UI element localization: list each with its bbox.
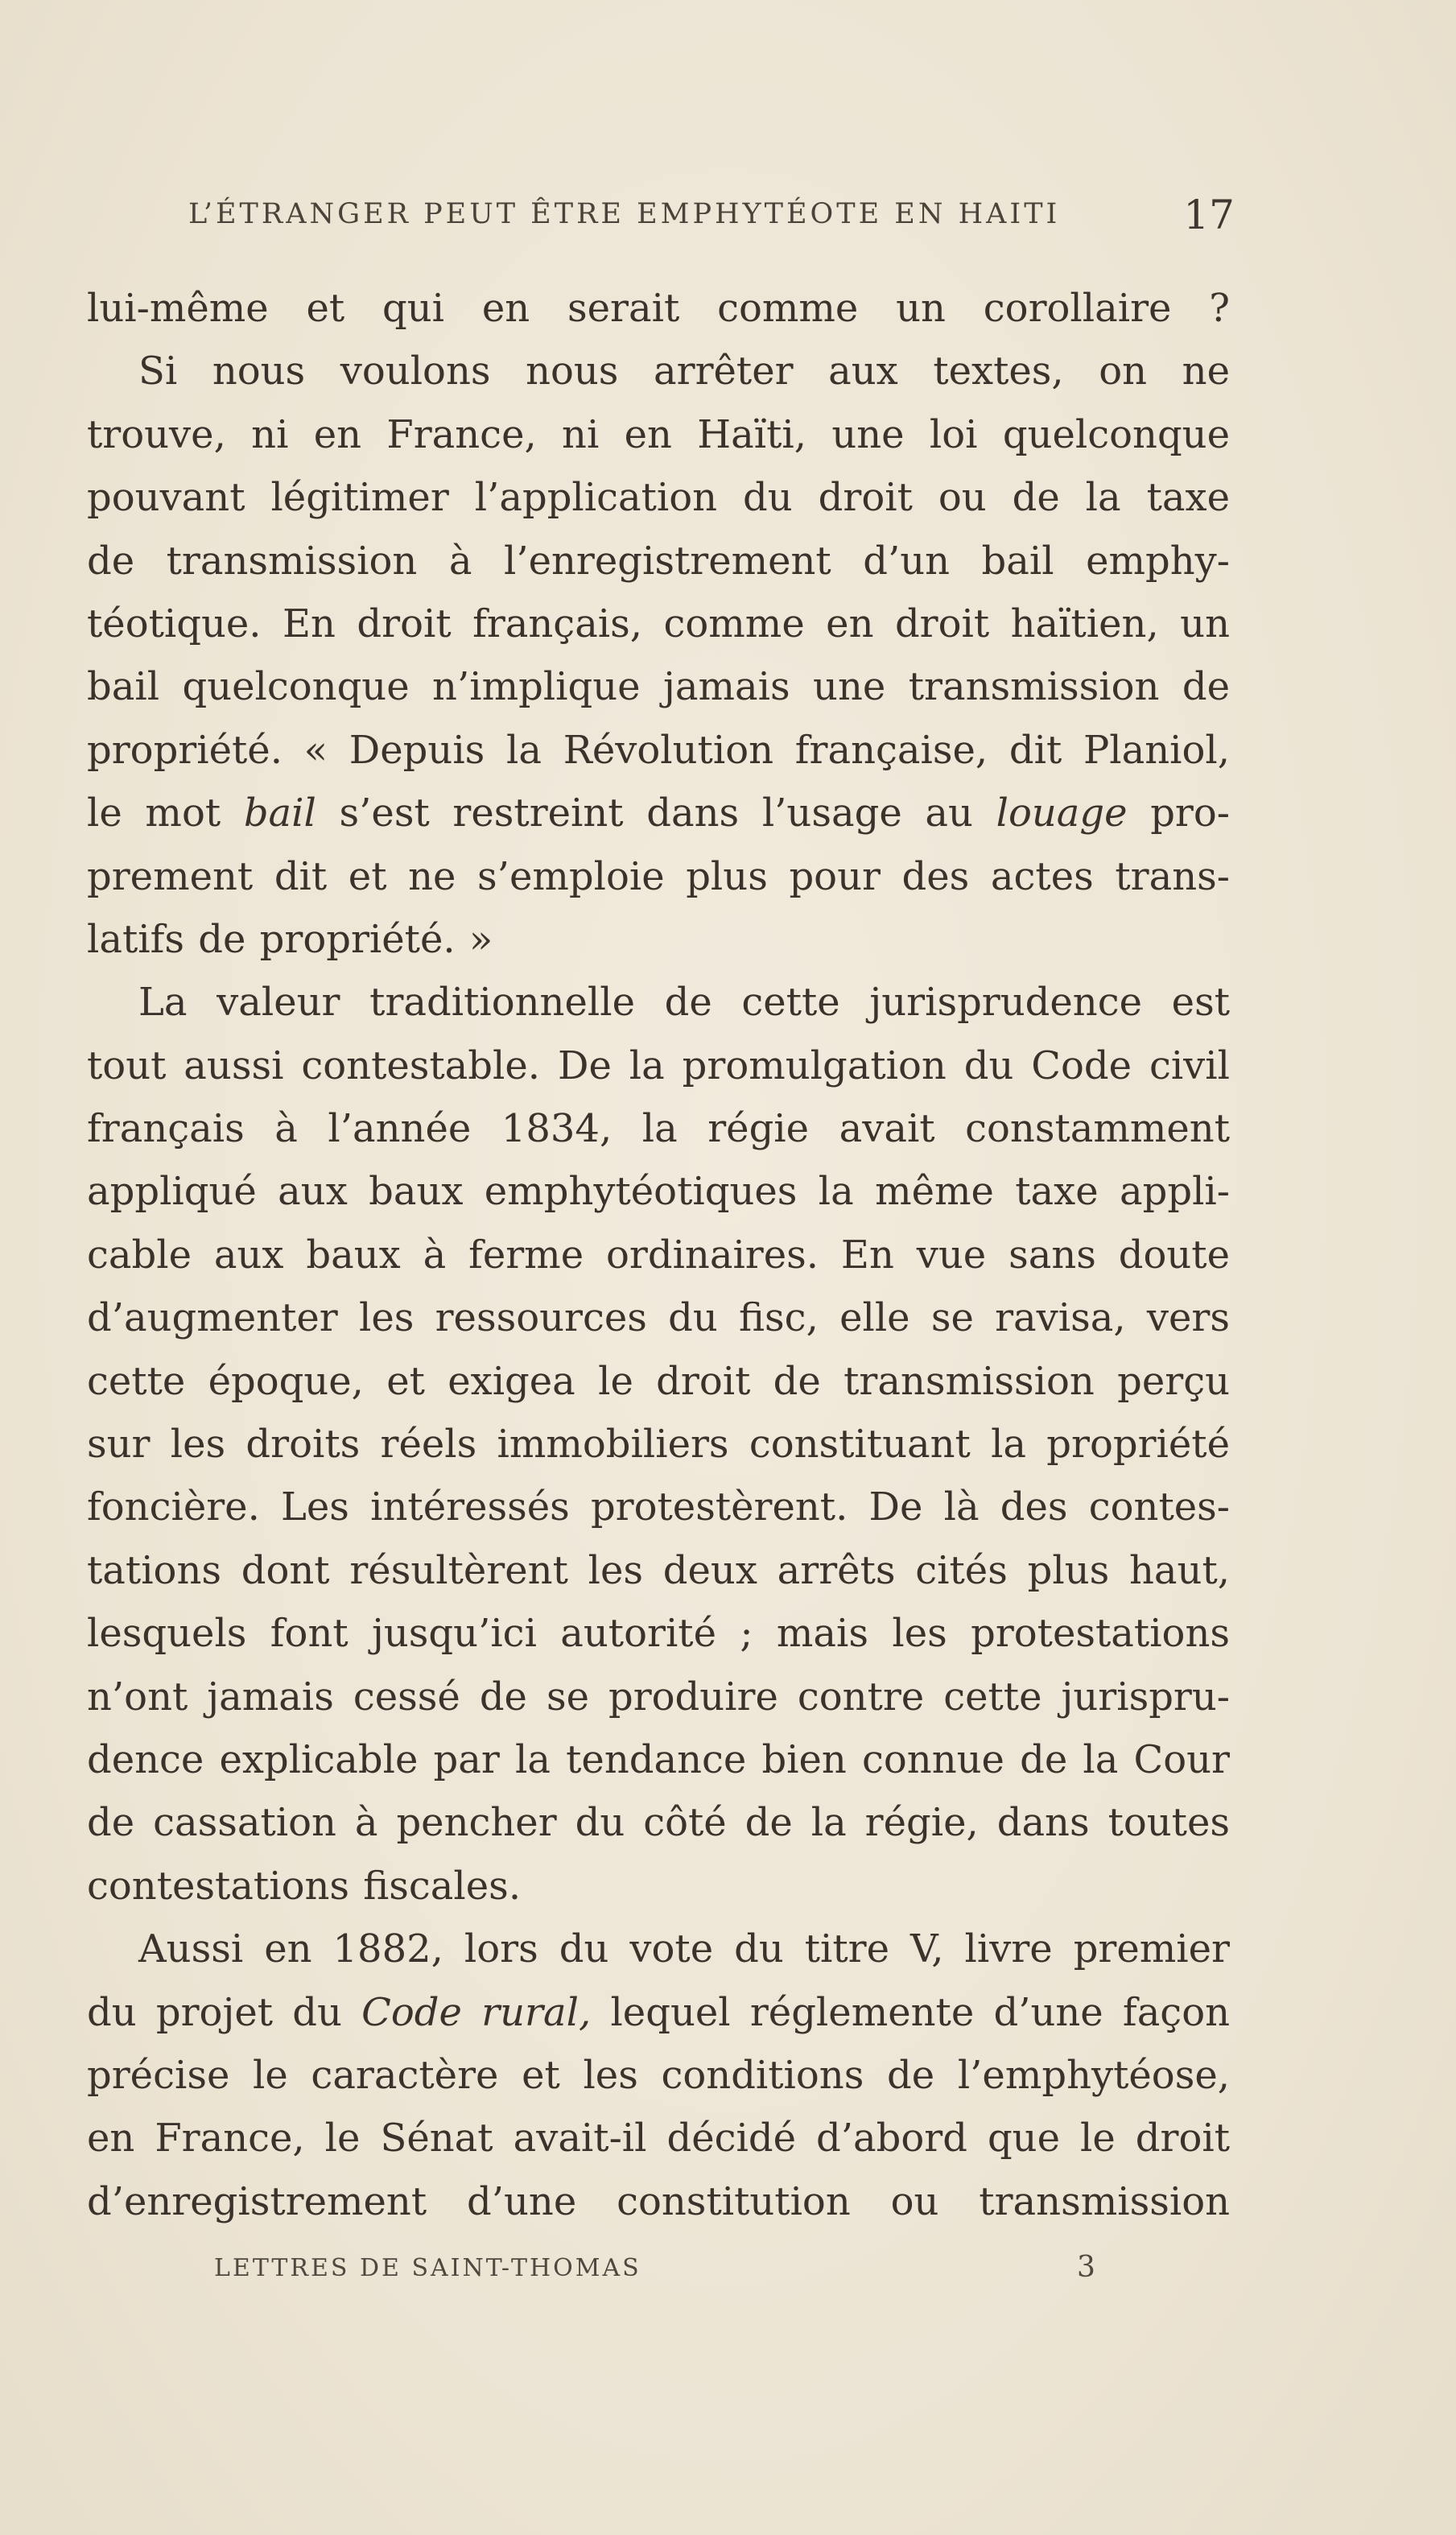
text-line: appliqué aux baux emphytéotiques la même taxe appli- xyxy=(87,1169,1230,1215)
italic-term-bail: bail xyxy=(243,791,316,836)
text-line: tout aussi contestable. De la promulgation du Code civil xyxy=(87,1042,1230,1088)
text-line: prement dit et ne s’emploie plus pour des actes trans- xyxy=(87,853,1230,899)
text-line: lui-même et qui en serait comme un corollaire ? xyxy=(87,286,1230,331)
text-line: d’augmenter les ressources du fisc, elle se ravisa, vers xyxy=(87,1295,1230,1341)
italic-title-code-rural: Code rural, xyxy=(361,1989,592,2035)
text-line-with-italics xyxy=(87,1981,1230,2044)
body-text xyxy=(87,277,1230,2233)
text-line: téotique. En droit français, comme en droit haïtien, un xyxy=(87,601,1230,646)
page-footer xyxy=(214,2251,1099,2294)
italic-term-louage: louage xyxy=(996,791,1128,836)
text-line: dence explicable par la tendance bien connue de la Cour xyxy=(87,1736,1230,1782)
text-line: foncière. Les intéressés protestèrent. De là des contes- xyxy=(87,1484,1230,1530)
text-line: de transmission à l’enregistrement d’un bail emphy- xyxy=(87,538,1230,584)
text-line: lesquels font jusqu’ici autorité ; mais les protestations xyxy=(87,1611,1230,1657)
text-segment: s’est restreint dans l’usage au xyxy=(339,791,973,836)
text-line: de cassation à pencher du côté de la régie, dans toutes xyxy=(87,1800,1230,1846)
text-line: propriété. « Depuis la Révolution française, dit Planiol, xyxy=(87,727,1230,773)
text-line: contestations fiscales. xyxy=(87,1863,522,1909)
text-line: d’enregistrement d’une constitution ou transmission xyxy=(87,2178,1230,2224)
text-line: sur les droits réels immobiliers constituant la propriété xyxy=(87,1422,1230,1468)
printer-signature: LETTRES DE SAINT-THOMAS xyxy=(214,2254,641,2282)
text-line: français à l’année 1834, la régie avait constamment xyxy=(87,1106,1230,1152)
page-number: 17 xyxy=(1183,192,1235,238)
text-line: latifs de propriété. » xyxy=(87,916,493,962)
text-line: précise le caractère et les conditions de l’emphytéose, xyxy=(87,2052,1230,2098)
text-line: cable aux baux à ferme ordinaires. En vue sans doute xyxy=(87,1232,1230,1278)
text-line-with-italics xyxy=(87,782,1230,844)
text-line: La valeur traditionnelle de cette jurisprudence est xyxy=(138,980,1230,1026)
text-line: n’ont jamais cessé de se produire contre cette jurispru- xyxy=(87,1674,1230,1720)
text-line: tations dont résultèrent les deux arrêts cités plus haut, xyxy=(87,1547,1230,1593)
text-line: Aussi en 1882, lors du vote du titre V, livre premier xyxy=(138,1926,1230,1972)
text-segment: pro- xyxy=(1150,791,1230,836)
text-segment: du projet du xyxy=(87,1989,342,2035)
text-line: bail quelconque n’implique jamais une transmission de xyxy=(87,664,1230,710)
text-segment: lequel réglemente d’une façon xyxy=(610,1989,1230,2035)
text-line: en France, le Sénat avait-il décidé d’abord que le droit xyxy=(87,2116,1230,2161)
signature-number: 3 xyxy=(1077,2251,1095,2284)
page-header xyxy=(188,192,1235,240)
text-line: Si nous voulons nous arrêter aux textes, on ne xyxy=(138,349,1230,394)
text-line: trouve, ni en France, ni en Haïti, une loi quelconque xyxy=(87,411,1230,457)
text-line: pouvant légitimer l’application du droit ou de la taxe xyxy=(87,475,1230,521)
running-title: L’ÉTRANGER PEUT ÊTRE EMPHYTÉOTE EN HAITI xyxy=(188,198,1061,230)
text-segment: le mot xyxy=(87,791,221,836)
text-line: cette époque, et exigea le droit de transmission perçu xyxy=(87,1358,1230,1404)
